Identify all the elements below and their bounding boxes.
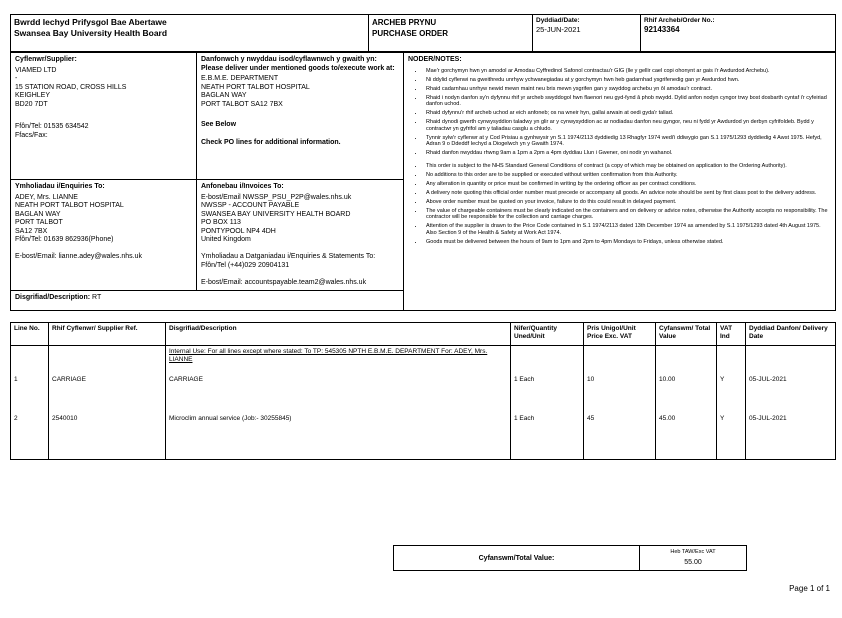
invoices-line: NWSSP - ACCOUNT PAYABLE: [201, 202, 300, 209]
invoices-line: United Kingdom: [201, 236, 251, 243]
description-value: RT: [92, 294, 102, 301]
enquiries-line: SA12 7BX: [15, 227, 48, 235]
note-item: • Goods must be delivered between the hours of 9am to 1pm and 2pm to 4pm Mondays to Fridays, unless otherwise stated.: [424, 239, 831, 246]
item-row: [11, 374, 836, 413]
cell-line-no: 2: [11, 413, 49, 452]
order-no-cell: [641, 15, 836, 52]
note-item: • Ni ddylid cyflenwi na gweithredu unrhyw ychwanegiadau at y gorchymyn hwn heb gadarnhad ysgrifenedig gan yr Awdurdod hwn.: [424, 77, 831, 84]
enquiries-line: E-bost/Email: lianne.adey@wales.nhs.uk: [15, 253, 142, 260]
total-value-label: Cyfanswm/Total Value:: [393, 545, 640, 571]
invoices-line: SWANSEA BAY UNIVERSITY HEALTH BOARD: [201, 210, 351, 218]
delivery-address: [201, 75, 399, 109]
header-unit-price: Pris Unigol/Unit Price Exc. VAT: [584, 323, 656, 346]
delivery-check-note: Check PO lines for additional information.: [201, 138, 341, 146]
supplier-address-line: -: [15, 75, 18, 82]
date-cell: [533, 15, 641, 52]
invoices-line: Ymholiadau a Datganiadau i/Enquiries & Statements To:: [201, 253, 376, 260]
date-label: Dyddiad/Date:: [536, 17, 580, 24]
note-item: • Rhaid dyfynnu'r rhif archeb uchod ar eich anfoneb; os na wneir hyn, gallai arwain at oedi gyda'r taliad.: [424, 110, 831, 117]
org-name-welsh: Bwrdd Iechyd Prifysgol Bae Abertawe: [14, 17, 167, 27]
cell-line-no: 1: [11, 374, 49, 413]
date-value: 25-JUN-2021: [536, 25, 581, 34]
invoices-line: PO BOX 113: [201, 219, 241, 226]
cell-supplier-ref: 2540010: [49, 413, 166, 452]
supplier-address-line: VIAMED LTD: [15, 66, 57, 74]
invoices-line: Ffôn/Tel (+44)029 20904131: [201, 261, 290, 269]
supplier-address-line: KEIGHLEY: [15, 92, 51, 99]
page-number: Page 1 of 1: [789, 584, 830, 593]
supplier-address: [15, 67, 192, 110]
note-item: • The value of chargeable containers must be clearly indicated on the containers and on delivery or advice notes, otherwise the Authority accepts no responsibility. The contractor will be responsible for the collection and carriage charges.: [424, 208, 831, 221]
cell-description: Microclim annual service (Job:- 30255845): [166, 413, 511, 452]
items-table: [10, 322, 836, 460]
cell-description: CARRIAGE: [166, 374, 511, 413]
item-row: [11, 413, 836, 452]
info-band: [10, 52, 836, 311]
note-item: • Rhaid i nodyn danfon sy'n dyfynnu rhif yr archeb swyddogol hwn flaenori neu gyd-fynd â phob nwydd. Dylid anfon nodyn cyngor trwy bost dosbarth cyntaf i'r cyfeiriad danfon uchod.: [424, 95, 831, 108]
total-value: 55.00: [684, 559, 702, 566]
items-body: [11, 374, 836, 453]
note-item: • Above order number must be quoted on your invoice, failure to do this could result in delayed payment.: [424, 199, 831, 206]
invoices-label: Anfonebau i/Invoices To:: [201, 183, 284, 190]
invoices-line: PONTYPOOL NP4 4DH: [201, 227, 276, 235]
enquiries-lines: [15, 194, 192, 262]
delivery-address-line: NEATH PORT TALBOT HOSPITAL: [201, 83, 310, 91]
delivery-box: [197, 53, 404, 180]
note-item: • Tynnir sylw'r cyflenwr at y Cod Prisiau a gynhwysir yn S.1 1974/2113 dyddiedig 13 Rhagfyr 1974 wedi'i ddiwygio gan S.1 1975/1293 dyddiedig 4 Awst 1975. Hefyd, Adran 9 o Ddeddf Iechyd a Diogelwch yn y Gwaith 1974.: [424, 135, 831, 148]
header-supplier-ref: Rhif Cyflenwr/ Supplier Ref.: [49, 323, 166, 346]
supplier-fax-label: Ffacs/Fax:: [15, 131, 48, 139]
filler-row: [11, 453, 836, 460]
delivery-address-line: PORT TALBOT SA12 7BX: [201, 100, 283, 108]
note-item: • Rhaid danfon nwyddau rhwng 9am a 1pm a 2pm a 4pm dyddiau Llun i Gwener, oni nodir yn wahanol.: [424, 150, 831, 157]
note-item: • Rhaid cadarnhau unrhyw newid mewn maint neu bris mewn ysgrifen gan y swyddog archebu yn ôl amodau'r contract.: [424, 86, 831, 93]
delivery-see-below: See Below: [201, 121, 237, 128]
header-line-no: Line No.: [11, 323, 49, 346]
header-total-value: Cyfanswm/ Total Value: [656, 323, 717, 346]
header-vat-ind: VAT Ind: [717, 323, 746, 346]
supplier-address-line: BD20 7DT: [15, 100, 48, 108]
note-item: • No additions to this order are to be supplied or executed without written confirmation from this Authority.: [424, 172, 831, 179]
enquiries-line: [15, 245, 192, 254]
supplier-box: [11, 53, 197, 180]
notes-box: [404, 53, 836, 311]
invoices-lines: [201, 194, 399, 288]
cell-unit-price: 10: [584, 374, 656, 413]
notes-list-english: [414, 163, 831, 246]
header-description: Disgrifiad/Description: [166, 323, 511, 346]
enquiries-line: Ffôn/Tel: 01639 862936(Phone): [15, 236, 114, 243]
order-no-label: Rhif Archeb/Order No.:: [644, 17, 715, 24]
delivery-address-line: E.B.M.E. DEPARTMENT: [201, 75, 279, 82]
notes-label: NODER/NOTES:: [408, 56, 462, 63]
enquiries-label: Ymholiadau i/Enquiries To:: [15, 183, 105, 190]
cell-unit-price: 45: [584, 413, 656, 452]
cell-quantity: 1 Each: [511, 374, 584, 413]
enquiries-line: ADEY, Mrs. LIANNE: [15, 193, 78, 201]
invoices-line: E-bost/Email: accountspayable.team2@wales.nhs.uk: [201, 278, 367, 286]
note-item: • A delivery note quoting this official order number must precede or accompany all goods. An advice note should be sent by first class post to the delivery address.: [424, 190, 831, 197]
enquiries-line: NEATH PORT TALBOT HOSPITAL: [15, 202, 124, 209]
internal-use-note: Internal Use: For all lines except where stated: To TP: 545305 NPTH E.B.M.E. DEPARTMENT For: ADEY, Mrs. LIANNE: [166, 346, 511, 375]
total-value-box: [639, 545, 747, 571]
doc-title-welsh: ARCHEB PRYNU: [372, 18, 437, 27]
description-label: Disgrifiad/Description:: [15, 294, 91, 301]
description-row: [11, 291, 404, 311]
order-no-value: 92143364: [644, 25, 680, 34]
header-delivery-date: Dyddiad Danfon/ Delivery Date: [746, 323, 836, 346]
cell-delivery-date: 05-JUL-2021: [746, 413, 836, 452]
invoices-line: [201, 270, 399, 279]
cell-quantity: 1 Each: [511, 413, 584, 452]
enquiries-box: [11, 180, 197, 291]
enquiries-line: BAGLAN WAY: [15, 210, 61, 218]
note-item: • This order is subject to the NHS Standard General Conditions of contract (a copy of which may be obtained on application to the Ordering Authority).: [424, 163, 831, 170]
cell-total-value: 45.00: [656, 413, 717, 452]
cell-total-value: 10.00: [656, 374, 717, 413]
supplier-label: Cyflenwr/Supplier:: [15, 56, 77, 63]
cell-delivery-date: 05-JUL-2021: [746, 374, 836, 413]
delivery-address-line: BAGLAN WAY: [201, 92, 247, 99]
exc-vat-label: Heb TAW/Exc VAT: [670, 549, 716, 555]
items-header-row: [11, 323, 836, 346]
enquiries-line: PORT TALBOT: [15, 219, 63, 226]
invoices-line: E-bost/Email NWSSP_PSU_P2P@wales.nhs.uk: [201, 193, 352, 201]
note-item: • Mae'r gorchymyn hwn yn amodol ar Amodau Cyffredinol Safonol contractau'r GIG (lle y gellir cael copi ohonynt ar gais i'r Awdurdod Archebu).: [424, 68, 831, 75]
doc-title-english: PURCHASE ORDER: [372, 29, 449, 38]
internal-use-row: [11, 346, 836, 375]
header-quantity: Nifer/Quantity Uned/Unit: [511, 323, 584, 346]
totals-section: [393, 545, 747, 571]
notes-list-welsh: [414, 68, 831, 157]
header-table: [10, 14, 836, 52]
supplier-phone: Ffôn/Tel: 01535 634542: [15, 123, 89, 130]
invoices-box: [197, 180, 404, 291]
invoices-line: [201, 245, 399, 254]
org-name-english: Swansea Bay University Health Board: [14, 28, 168, 38]
note-item: • Rhaid dynodi gwerth cynwysyddion taladwy yn glir ar y cynwysyddion ac ar nodiadau danfon neu gyngor, neu ni fydd yr Awdurdod yn derbyn cyfrifoldeb. Bydd y contractwr yn gyfrifol am y taliadau casglu a chludo.: [424, 119, 831, 132]
note-item: • Any alteration in quantity or price must be confirmed in writing by the ordering officer as per contract conditions.: [424, 181, 831, 188]
org-name-cell: [11, 15, 369, 52]
cell-supplier-ref: CARRIAGE: [49, 374, 166, 413]
delivery-label: Danfonwch y nwyddau isod/cyflawnwch y gwaith yn: Please deliver under mentioned goods to/execute work at:: [201, 56, 395, 72]
cell-vat-ind: Y: [717, 413, 746, 452]
doc-title-cell: [369, 15, 533, 52]
note-item: • Attention of the supplier is drawn to the Price Code contained in S.1 1974/2113 dated 13th December 1974 as amended by S.1 1975/1293 dated 4th August 1975. Also Section 9 of the Health & Safety at Work Act 1974.: [424, 223, 831, 236]
cell-vat-ind: Y: [717, 374, 746, 413]
supplier-address-line: 15 STATION ROAD, CROSS HILLS: [15, 83, 127, 91]
